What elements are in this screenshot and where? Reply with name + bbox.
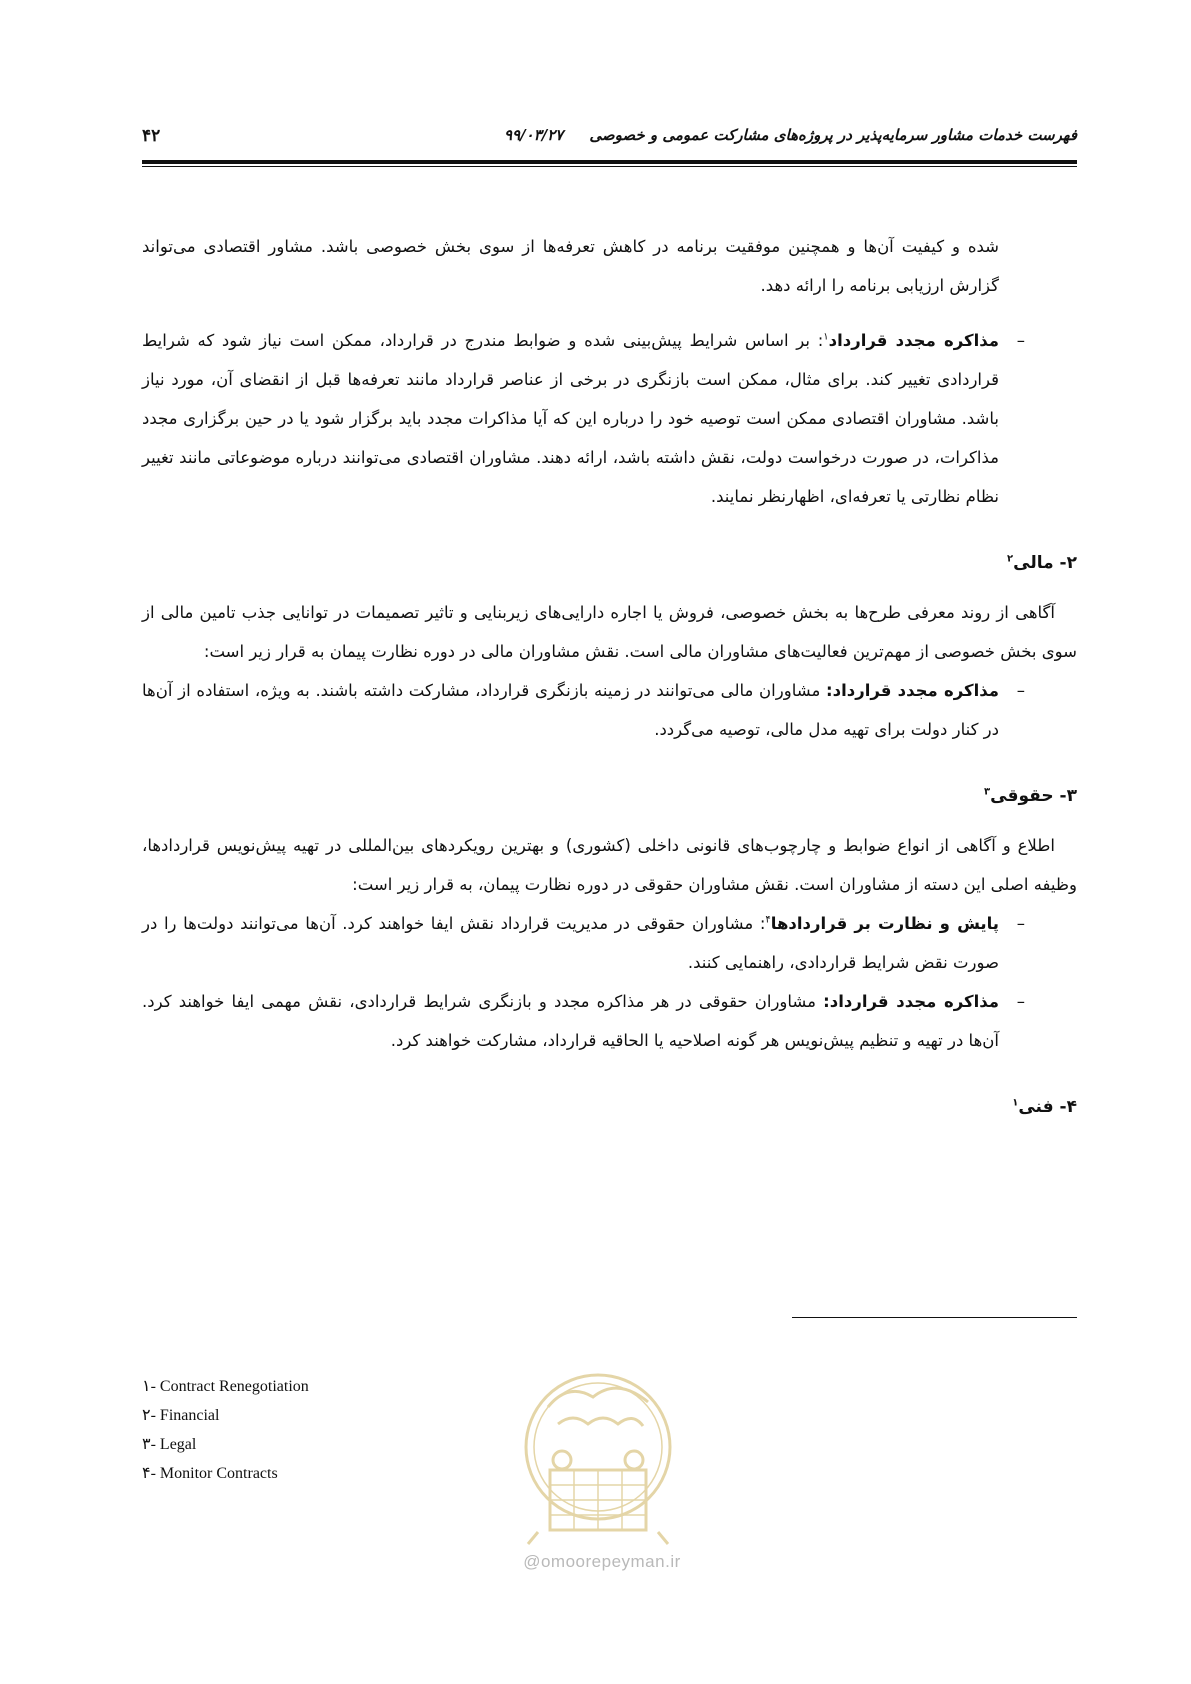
economic-bullets: [142, 321, 1077, 516]
bullet-text: مشاوران حقوقی در مدیریت قرارداد نقش ایفا خواهند کرد. آن‌ها می‌توانند دولت‌ها را در صورت نقض شرایط قراردادی، راهنمایی کنند.: [142, 914, 999, 972]
bullet-term: مذاکره مجدد قرارداد:: [826, 681, 999, 700]
bullet-term: مذاکره مجدد قرارداد:: [823, 992, 999, 1011]
section-heading-financial: [142, 544, 1077, 583]
watermark-url: @omoorepeyman.ir: [523, 1552, 681, 1571]
bullet-financial-renegotiation: [142, 671, 1077, 749]
bullet-dash: –: [1016, 992, 1025, 1011]
watermark-logo-icon: [478, 1352, 718, 1612]
financial-paragraph: آگاهی از روند معرفی طرح‌ها به بخش خصوصی، فروش یا اجاره دارایی‌های زیربنایی و تاثیر تصمیمات در توانایی جذب تامین مالی از سوی بخش خصوصی از مهم‌ترین فعالیت‌های مشاوران مالی است. نقش مشاوران مالی در دوره نظارت پیمان به قرار زیر است:: [142, 603, 1077, 661]
header-date: ۹۹/۰۳/۲۷: [503, 126, 564, 144]
bullet-dash: –: [1016, 681, 1025, 700]
section-heading-technical: [142, 1088, 1077, 1127]
bullet-legal-renegotiation: [142, 982, 1077, 1060]
header-title-text: فهرست خدمات مشاور سرمایه‌پذیر در پروژه‌های مشارکت عمومی و خصوصی: [589, 126, 1077, 144]
financial-bullets: [142, 671, 1077, 749]
bullet-term: پایش و نظارت بر قراردادها: [770, 914, 999, 933]
bullet-text: بر اساس شرایط پیش‌بینی شده و ضوابط مندرج در قرارداد، ممکن است نیاز شود که شرایط قراردادی تغییر کند. برای مثال، ممکن است بازنگری در برخی از عناصر قرارداد مانند تعرفه‌ها قبل از انقضای آن، مورد نیاز باشد. مشاوران اقتصادی ممکن است توصیه خود را درباره این که آیا مذاکرات مجدد باید برگزار شود یا در حین برگزاری مجدد مذاکرات، در صورت درخواست دولت، نقش داشته باشد، ارائه دهند. مشاوران اقتصادی می‌توانند درباره موضوعاتی مانند تغییر نظام نظارتی یا تعرفه‌ای، اظهارنظر نمایند.: [142, 331, 999, 506]
header-rule-thin: [142, 166, 1077, 167]
section-heading-legal: [142, 777, 1077, 816]
footnote-ref: ۱: [1012, 1097, 1019, 1109]
bullet-text: مشاوران حقوقی در هر مذاکره مجدد و بازنگری شرایط قراردادی، نقش مهمی ایفا خواهند کرد. آن‌ها در تهیه و تنظیم پیش‌نویس هر گونه اصلاحیه یا الحاقیه قرارداد، مشارکت خواهند کرد.: [142, 992, 999, 1050]
heading-text: ۲- مالی: [1013, 553, 1077, 573]
footnote-ref: ۴: [765, 914, 771, 926]
bullet-dash: –: [1016, 914, 1025, 933]
heading-text: ۴- فنی: [1018, 1097, 1077, 1117]
footnote-2: ۲- Financial: [142, 1407, 220, 1424]
intro-paragraph: شده و کیفیت آن‌ها و همچنین موفقیت برنامه در کاهش تعرفه‌ها از سوی بخش خصوصی باشد. مشاور اقتصادی می‌تواند گزارش ارزیابی برنامه را ارائه دهد.: [142, 236, 999, 295]
footnote-4: ۴- Monitor Contracts: [142, 1465, 278, 1482]
bullet-term: مذاکره مجدد قرارداد: [828, 331, 999, 350]
heading-text: ۳- حقوقی: [990, 786, 1077, 806]
header-rule-thick: [142, 160, 1077, 164]
bullet-text: مشاوران مالی می‌توانند در زمینه بازنگری قرارداد، مشارکت داشته باشند. به ویژه، استفاده از آن‌ها در کنار دولت برای تهیه مدل مالی، توصیه می‌گردد.: [142, 681, 999, 739]
legal-paragraph: اطلاع و آگاهی از انواع ضوابط و چارچوب‌های قانونی داخلی (کشوری) و بهترین رویکردهای بین‌المللی در تهیه پیش‌نویس قراردادها، وظیفه اصلی این دسته از مشاوران است. نقش مشاوران حقوقی در دوره نظارت پیمان، به قرار زیر است:: [142, 836, 1077, 894]
footnote-1: ۱- Contract Renegotiation: [142, 1378, 309, 1395]
legal-bullets: [142, 904, 1077, 1060]
footnote-ref: ۱: [823, 331, 829, 343]
bullet-dash: –: [1016, 331, 1025, 350]
page-number: ۴۲: [142, 126, 161, 146]
footnote-rule: [792, 1317, 1077, 1318]
footnotes: [142, 1372, 309, 1488]
header-title: [504, 126, 1077, 144]
footnote-ref: ۳: [984, 786, 991, 798]
bullet-economic-renegotiation: – مذاکره مجدد قرارداد$^۱$: بر اساس شرایط پیش‌بینی شده و ضوابط مندرج در قرارداد، ممکن است نیاز شود که شرایط قراردادی تغییر کند. برای مثال، ممکن است بازنگری در برخی از عناصر قرارداد مانند تعرفه‌ها قبل از انقضای آن، مورد نیاز باشد. مشاوران اقتصادی ممکن است توصیه خود را درباره این که آیا مذاکرات مجدد باید برگزار شود یا در حین برگزاری مجدد مذاکرات، در صورت درخواست دولت، نقش داشته باشد، ارائه دهند. مشاوران اقتصادی می‌توانند درباره موضوعاتی مانند تغییر نظام نظارتی یا تعرفه‌ای، اظهارنظر نمایند.: [142, 321, 1077, 516]
main-content: [142, 210, 1077, 1127]
footnote-3: ۳- Legal: [142, 1436, 197, 1453]
footnote-ref: ۲: [1007, 553, 1014, 565]
bullet-legal-monitor: – پایش و نظارت بر قراردادها$^۴$: مشاوران حقوقی در مدیریت قرارداد نقش ایفا خواهند کرد. آن‌ها می‌توانند دولت‌ها را در صورت نقض شرایط قراردادی، راهنمایی کنند.: [142, 904, 1077, 982]
